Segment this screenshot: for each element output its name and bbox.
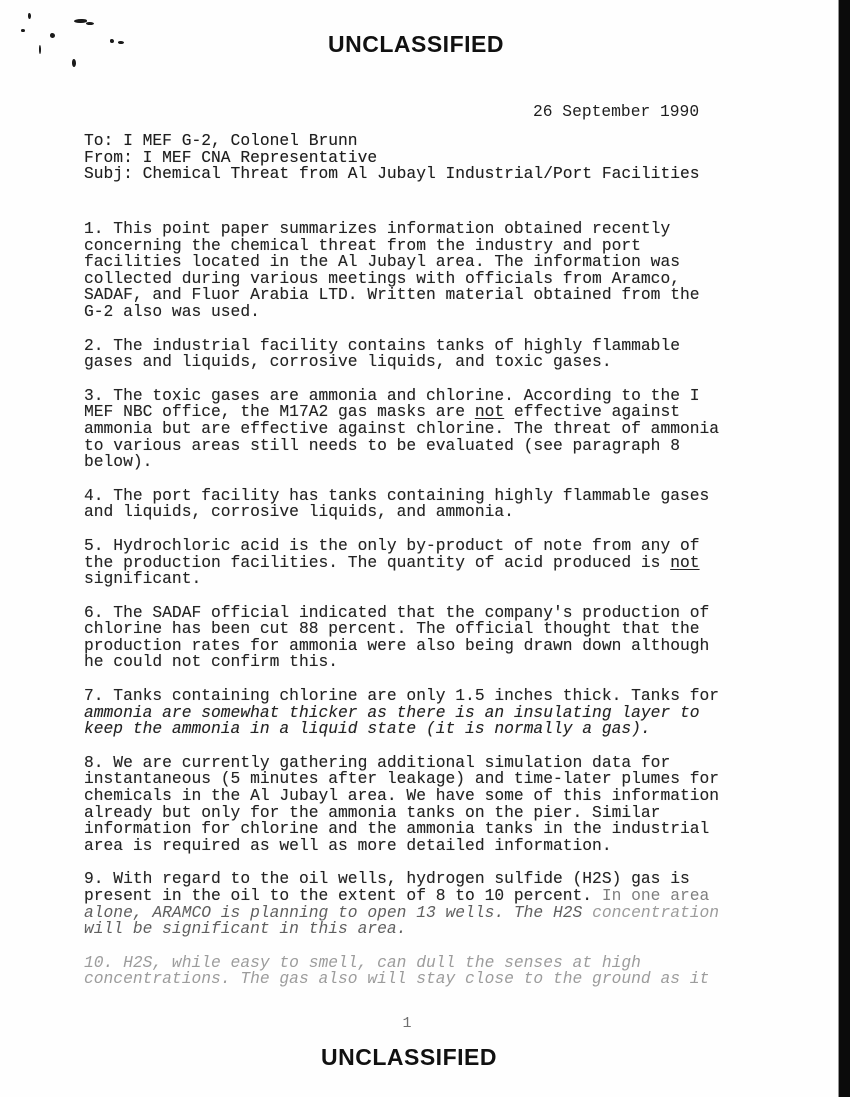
memo-line: gases and liquids, corrosive liquids, and toxic gases. [84, 352, 612, 372]
memo-body [84, 221, 784, 1005]
memo-line: 9. With regard to the oil wells, hydrogen sulfide (H2S) gas is [84, 869, 690, 889]
memo-line: 6. The SADAF official indicated that the company's production of [84, 602, 710, 622]
memo-line: ammonia are somewhat thicker as there is an insulating layer to [84, 702, 700, 722]
memo-line: 10. H2S, while easy to smell, can dull the senses at high [84, 952, 641, 972]
memo-line: collected during various meetings with officials from Aramco, [84, 268, 680, 288]
memo-line: keep the ammonia in a liquid state (it is normally a gas). [84, 719, 651, 739]
memo-line: and liquids, corrosive liquids, and ammonia. [84, 502, 514, 522]
page-number: 1 [402, 1015, 412, 1032]
memo-paragraph [84, 385, 784, 472]
memo-paragraph [84, 752, 784, 855]
memo-line: he could not confirm this. [84, 652, 339, 672]
memo-line: G-2 also was used. [84, 301, 260, 321]
memo-text-segment: present in the oil to the extent of 8 to 10 percent. [84, 886, 602, 905]
date-line: 26 September 1990 [533, 102, 700, 121]
memo-line: SADAF, and Fluor Arabia LTD. Written material obtained from the [84, 285, 700, 305]
to-line: To: I MEF G-2, Colonel Brunn [84, 131, 358, 150]
memo-paragraph [84, 688, 784, 738]
memo-line: 1. This point paper summarizes information obtained recently [84, 219, 671, 238]
memo-text-segment: concentration [592, 902, 720, 922]
from-line: From: I MEF CNA Representative [84, 147, 378, 167]
memo-line: 5. Hydrochloric acid is the only by-product of note from any of [84, 535, 700, 555]
address-block [84, 133, 700, 183]
memo-paragraph [84, 535, 784, 589]
memo-line: area is required as well as more detailed information. [84, 835, 612, 855]
memo-line: 7. Tanks containing chlorine are only 1.5 inches thick. Tanks for [84, 686, 720, 706]
underlined-text: not [670, 552, 700, 572]
memo-line: will be significant in this area. [84, 919, 407, 939]
memo-line: chlorine has been cut 88 percent. The official thought that the [84, 619, 700, 639]
memo-line: facilities located in the Al Jubayl area. The information was [84, 252, 680, 272]
memo-line: chemicals in the Al Jubayl area. We have some of this information [84, 786, 720, 806]
underlined-text: not [474, 402, 505, 422]
memo-text-segment: the production facilities. The quantity of acid produced is [84, 552, 671, 572]
memo-line: concentrations. The gas also will stay close to the ground as it [84, 969, 710, 989]
memo-line: instantaneous (5 minutes after leakage) and time-later plumes for [84, 769, 720, 789]
scan-edge-artifact [839, 0, 850, 1097]
memo-line: to various areas still needs to be evaluated (see paragraph 8 [84, 435, 680, 455]
memo-paragraph [84, 221, 784, 321]
memo-paragraph [84, 602, 784, 672]
memo-paragraph [84, 335, 784, 372]
memo-line: production rates for ammonia were also being drawn down although [84, 635, 710, 655]
memo-line: 2. The industrial facility contains tanks of highly flammable [84, 335, 680, 355]
subject-line: Subj: Chemical Threat from Al Jubayl Industrial/Port Facilities [84, 164, 700, 184]
memo-text-segment: alone, ARAMCO is planning to open 13 wells. The H2S [84, 902, 593, 922]
memo-line: 8. We are currently gathering additional simulation data for [84, 752, 671, 772]
memo-line: 3. The toxic gases are ammonia and chlorine. According to the I [84, 385, 700, 405]
memo-line: 4. The port facility has tanks containing highly flammable gases [84, 485, 710, 505]
memo-line: already but only for the ammonia tanks on the pier. Similar [84, 802, 661, 822]
memo-line: significant. [84, 569, 202, 589]
memo-text-segment: MEF NBC office, the M17A2 gas masks are [84, 402, 475, 422]
memo-line: ammonia but are effective against chlorine. The threat of ammonia [84, 418, 720, 438]
memo-line: information for chlorine and the ammonia tanks in the industrial [84, 819, 710, 839]
memo-line: below). [84, 452, 153, 472]
memo-paragraph [84, 485, 784, 522]
memo-line: concerning the chemical threat from the industry and port [84, 235, 641, 255]
memo-text-segment: In one area [601, 886, 710, 905]
memo-text-segment: effective against [504, 402, 681, 422]
memo-paragraph [84, 952, 784, 989]
classification-footer: UNCLASSIFIED [321, 1044, 497, 1070]
classification-header: UNCLASSIFIED [328, 31, 504, 57]
memo-paragraph [84, 871, 784, 937]
